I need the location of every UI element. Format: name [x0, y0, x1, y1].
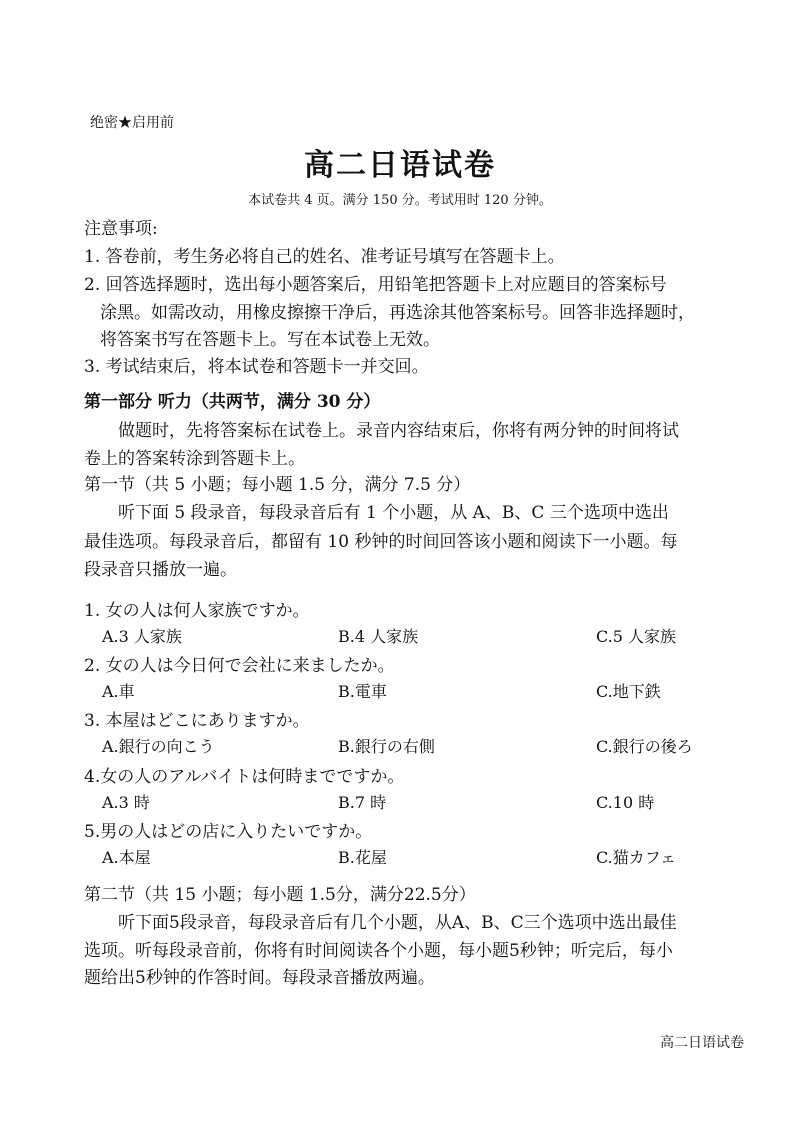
question-2-option-c: C.地下鉄 — [596, 682, 661, 701]
question-3-option-b: B.銀行の右側 — [338, 737, 435, 756]
question-2-option-b: B.電車 — [338, 682, 387, 701]
note-item-2-line-2: 涂黑。如需改动，用橡皮擦擦干净后，再选涂其他答案标号。回答非选择题时， — [100, 303, 695, 323]
section1-heading: 第一节（共 5 小题；每小题 1.5 分，满分 7.5 分） — [84, 475, 471, 495]
section1-instructions-line-3: 段录音只播放一遍。 — [84, 560, 237, 580]
section1-instructions-line-2: 最佳选项。每段录音后，都留有 10 秒钟的时间回答该小题和阅读下一小题。每 — [84, 532, 678, 552]
question-4: 4.女の人のアルバイトは何時までですか。 — [84, 767, 405, 787]
page-footer: 高二日语试卷 — [660, 1035, 744, 1051]
section2-heading: 第二节（共 15 小题；每小题 1.5分，满分22.5分） — [84, 885, 476, 905]
section2-instructions-line-1: 听下面5段录音，每段录音后有几个小题，从A、B、C三个选项中选出最佳 — [118, 913, 677, 933]
page-title: 高二日语试卷 — [304, 148, 496, 183]
question-3-option-a: A.銀行の向こう — [102, 737, 215, 756]
note-item-2-line-1: 2. 回答选择题时，选出每小题答案后，用铅笔把答题卡上对应题目的答案标号 — [84, 275, 667, 295]
question-5: 5.男の人はどの店に入りたいですか。 — [84, 822, 373, 842]
section1-instructions-line-1: 听下面 5 段录音，每段录音后有 1 个小题，从 A、B、C 三个选项中选出 — [118, 503, 669, 523]
section2-instructions-line-2: 选项。听每段录音前，你将有时间阅读各个小题，每小题5秒钟；听完后，每小 — [84, 941, 673, 961]
question-3-option-c: C.銀行の後ろ — [596, 737, 693, 756]
notes-heading: 注意事项: — [84, 219, 158, 239]
question-2: 2. 女の人は今日何で会社に来ましたか。 — [84, 656, 395, 676]
question-1-option-b: B.4 人家族 — [338, 627, 419, 646]
question-5-option-c: C.猫カフェ — [596, 848, 676, 867]
question-1-option-a: A.3 人家族 — [102, 627, 182, 646]
question-4-option-b: B.7 時 — [338, 793, 387, 812]
note-item-1: 1. 答卷前，考生务必将自己的姓名、准考证号填写在答题卡上。 — [84, 247, 565, 267]
question-1: 1. 女の人は何人家族ですか。 — [84, 601, 310, 621]
part1-intro-line-1: 做题时，先将答案标在试卷上。录音内容结束后，你将有两分钟的时间将试 — [118, 421, 679, 441]
section2-instructions-line-3: 题给出5秒钟的作答时间。每段录音播放两遍。 — [84, 968, 435, 988]
question-4-option-a: A.3 時 — [102, 793, 150, 812]
question-2-option-a: A.車 — [102, 682, 135, 701]
part1-heading: 第一部分 听力（共两节，满分 30 分） — [84, 392, 381, 412]
part1-intro-line-2: 卷上的答案转涂到答题卡上。 — [84, 449, 305, 469]
question-3: 3. 本屋はどこにありますか。 — [84, 711, 310, 731]
question-5-option-b: B.花屋 — [338, 848, 387, 867]
confidential-mark: 绝密★启用前 — [90, 115, 174, 131]
question-4-option-c: C.10 時 — [596, 793, 655, 812]
note-item-3: 3. 考试结束后，将本试卷和答题卡一并交回。 — [84, 357, 429, 377]
exam-info: 本试卷共 4 页。满分 150 分。考试用时 120 分钟。 — [248, 193, 552, 208]
question-5-option-a: A.本屋 — [102, 848, 151, 867]
question-1-option-c: C.5 人家族 — [596, 627, 677, 646]
note-item-2-line-3: 将答案书写在答题卡上。写在本试卷上无效。 — [100, 330, 440, 350]
